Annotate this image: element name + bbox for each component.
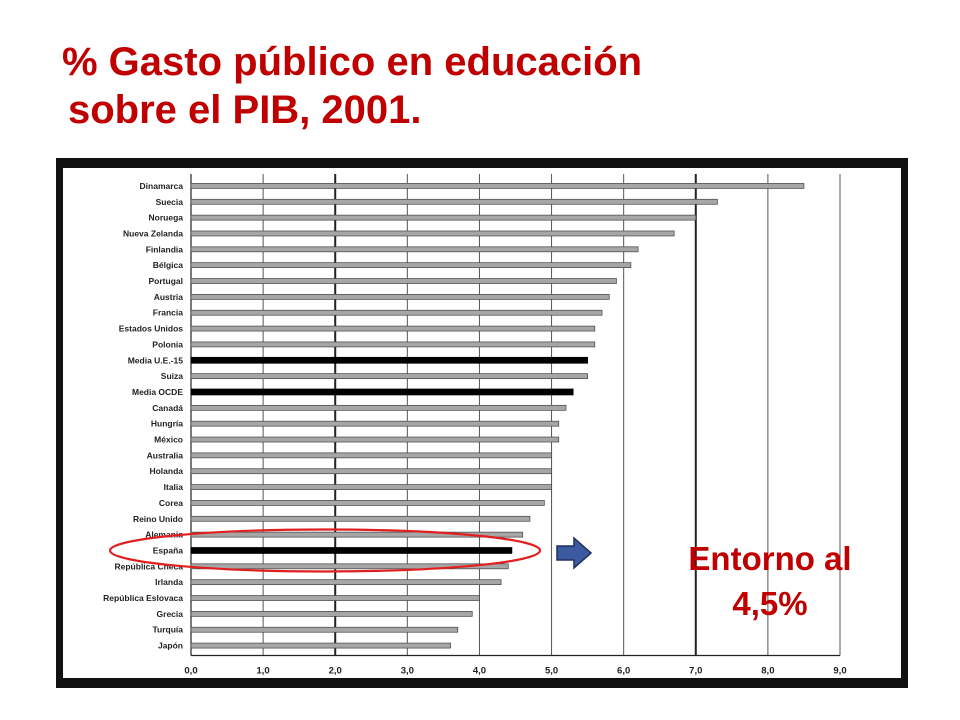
bar xyxy=(191,421,559,426)
category-label: República Checa xyxy=(114,561,183,572)
category-label: Irlanda xyxy=(155,577,183,588)
slide-title xyxy=(62,38,642,134)
bar xyxy=(191,263,631,268)
category-label: México xyxy=(154,434,183,445)
category-label: Hungría xyxy=(150,418,183,429)
bar xyxy=(191,580,501,585)
x-tick-label: 8,0 xyxy=(761,665,775,677)
bar xyxy=(191,357,588,363)
bar xyxy=(191,183,804,188)
bar xyxy=(191,469,552,474)
bar xyxy=(191,231,674,236)
category-label: Nueva Zelanda xyxy=(123,228,183,239)
bar xyxy=(191,437,559,442)
bar xyxy=(191,326,595,331)
bar xyxy=(191,596,479,601)
slide-title-line-1: % Gasto público en educación xyxy=(62,40,643,84)
bar xyxy=(191,215,696,220)
category-label: Canadá xyxy=(152,402,183,413)
bar xyxy=(191,374,588,379)
category-label: Corea xyxy=(158,497,183,508)
bar xyxy=(191,516,530,521)
x-tick-label: 3,0 xyxy=(400,665,414,677)
bar xyxy=(191,547,512,553)
category-label: República Eslovaca xyxy=(103,593,183,604)
category-label: Portugal xyxy=(148,276,183,287)
bar xyxy=(191,485,552,490)
right-arrow-icon xyxy=(556,536,592,570)
bar xyxy=(191,627,458,632)
category-label: Grecia xyxy=(156,608,183,619)
category-label: Reino Unido xyxy=(132,513,183,524)
bar xyxy=(191,389,573,395)
bar xyxy=(191,405,566,410)
category-label: Finlandia xyxy=(145,244,183,255)
callout-line-2: 4,5% xyxy=(732,585,808,622)
bar xyxy=(191,643,451,648)
category-label: España xyxy=(152,545,183,556)
category-label: Estados Unidos xyxy=(118,323,183,334)
bar xyxy=(191,611,472,616)
category-label: Noruega xyxy=(148,212,183,223)
category-label: Dinamarca xyxy=(139,180,183,191)
category-label: Media U.E.-15 xyxy=(127,355,183,366)
bar xyxy=(191,342,595,347)
category-label: Francia xyxy=(152,307,183,318)
bar xyxy=(191,500,544,505)
category-label: Austria xyxy=(153,291,183,302)
category-label: Suecia xyxy=(155,196,183,207)
x-tick-label: 0,0 xyxy=(184,665,198,677)
x-tick-label: 7,0 xyxy=(689,665,703,677)
bar xyxy=(191,453,552,458)
x-tick-label: 1,0 xyxy=(256,665,270,677)
category-label: Holanda xyxy=(149,466,183,477)
x-tick-label: 5,0 xyxy=(544,665,559,677)
slide-title-line-2: sobre el PIB, 2001. xyxy=(68,88,422,132)
category-label: Media OCDE xyxy=(131,386,183,397)
x-tick-label: 2,0 xyxy=(328,665,342,677)
category-label: Italia xyxy=(163,482,183,493)
category-label: Polonia xyxy=(152,339,183,350)
callout-text xyxy=(660,536,880,626)
category-label: Bélgica xyxy=(152,260,183,271)
x-tick-label: 9,0 xyxy=(833,665,847,677)
category-label: Suiza xyxy=(160,371,183,382)
bar xyxy=(191,279,616,284)
bar xyxy=(191,247,638,252)
category-label: Turquía xyxy=(152,624,183,635)
category-label: Japón xyxy=(157,640,183,651)
category-label: Alemania xyxy=(145,529,183,540)
x-tick-label: 6,0 xyxy=(617,665,631,677)
bar xyxy=(191,310,602,315)
x-tick-label: 4,0 xyxy=(472,665,487,677)
bar xyxy=(191,199,717,204)
bar xyxy=(191,294,609,299)
callout-line-1: Entorno al xyxy=(688,540,852,577)
category-label: Australia xyxy=(146,450,183,461)
